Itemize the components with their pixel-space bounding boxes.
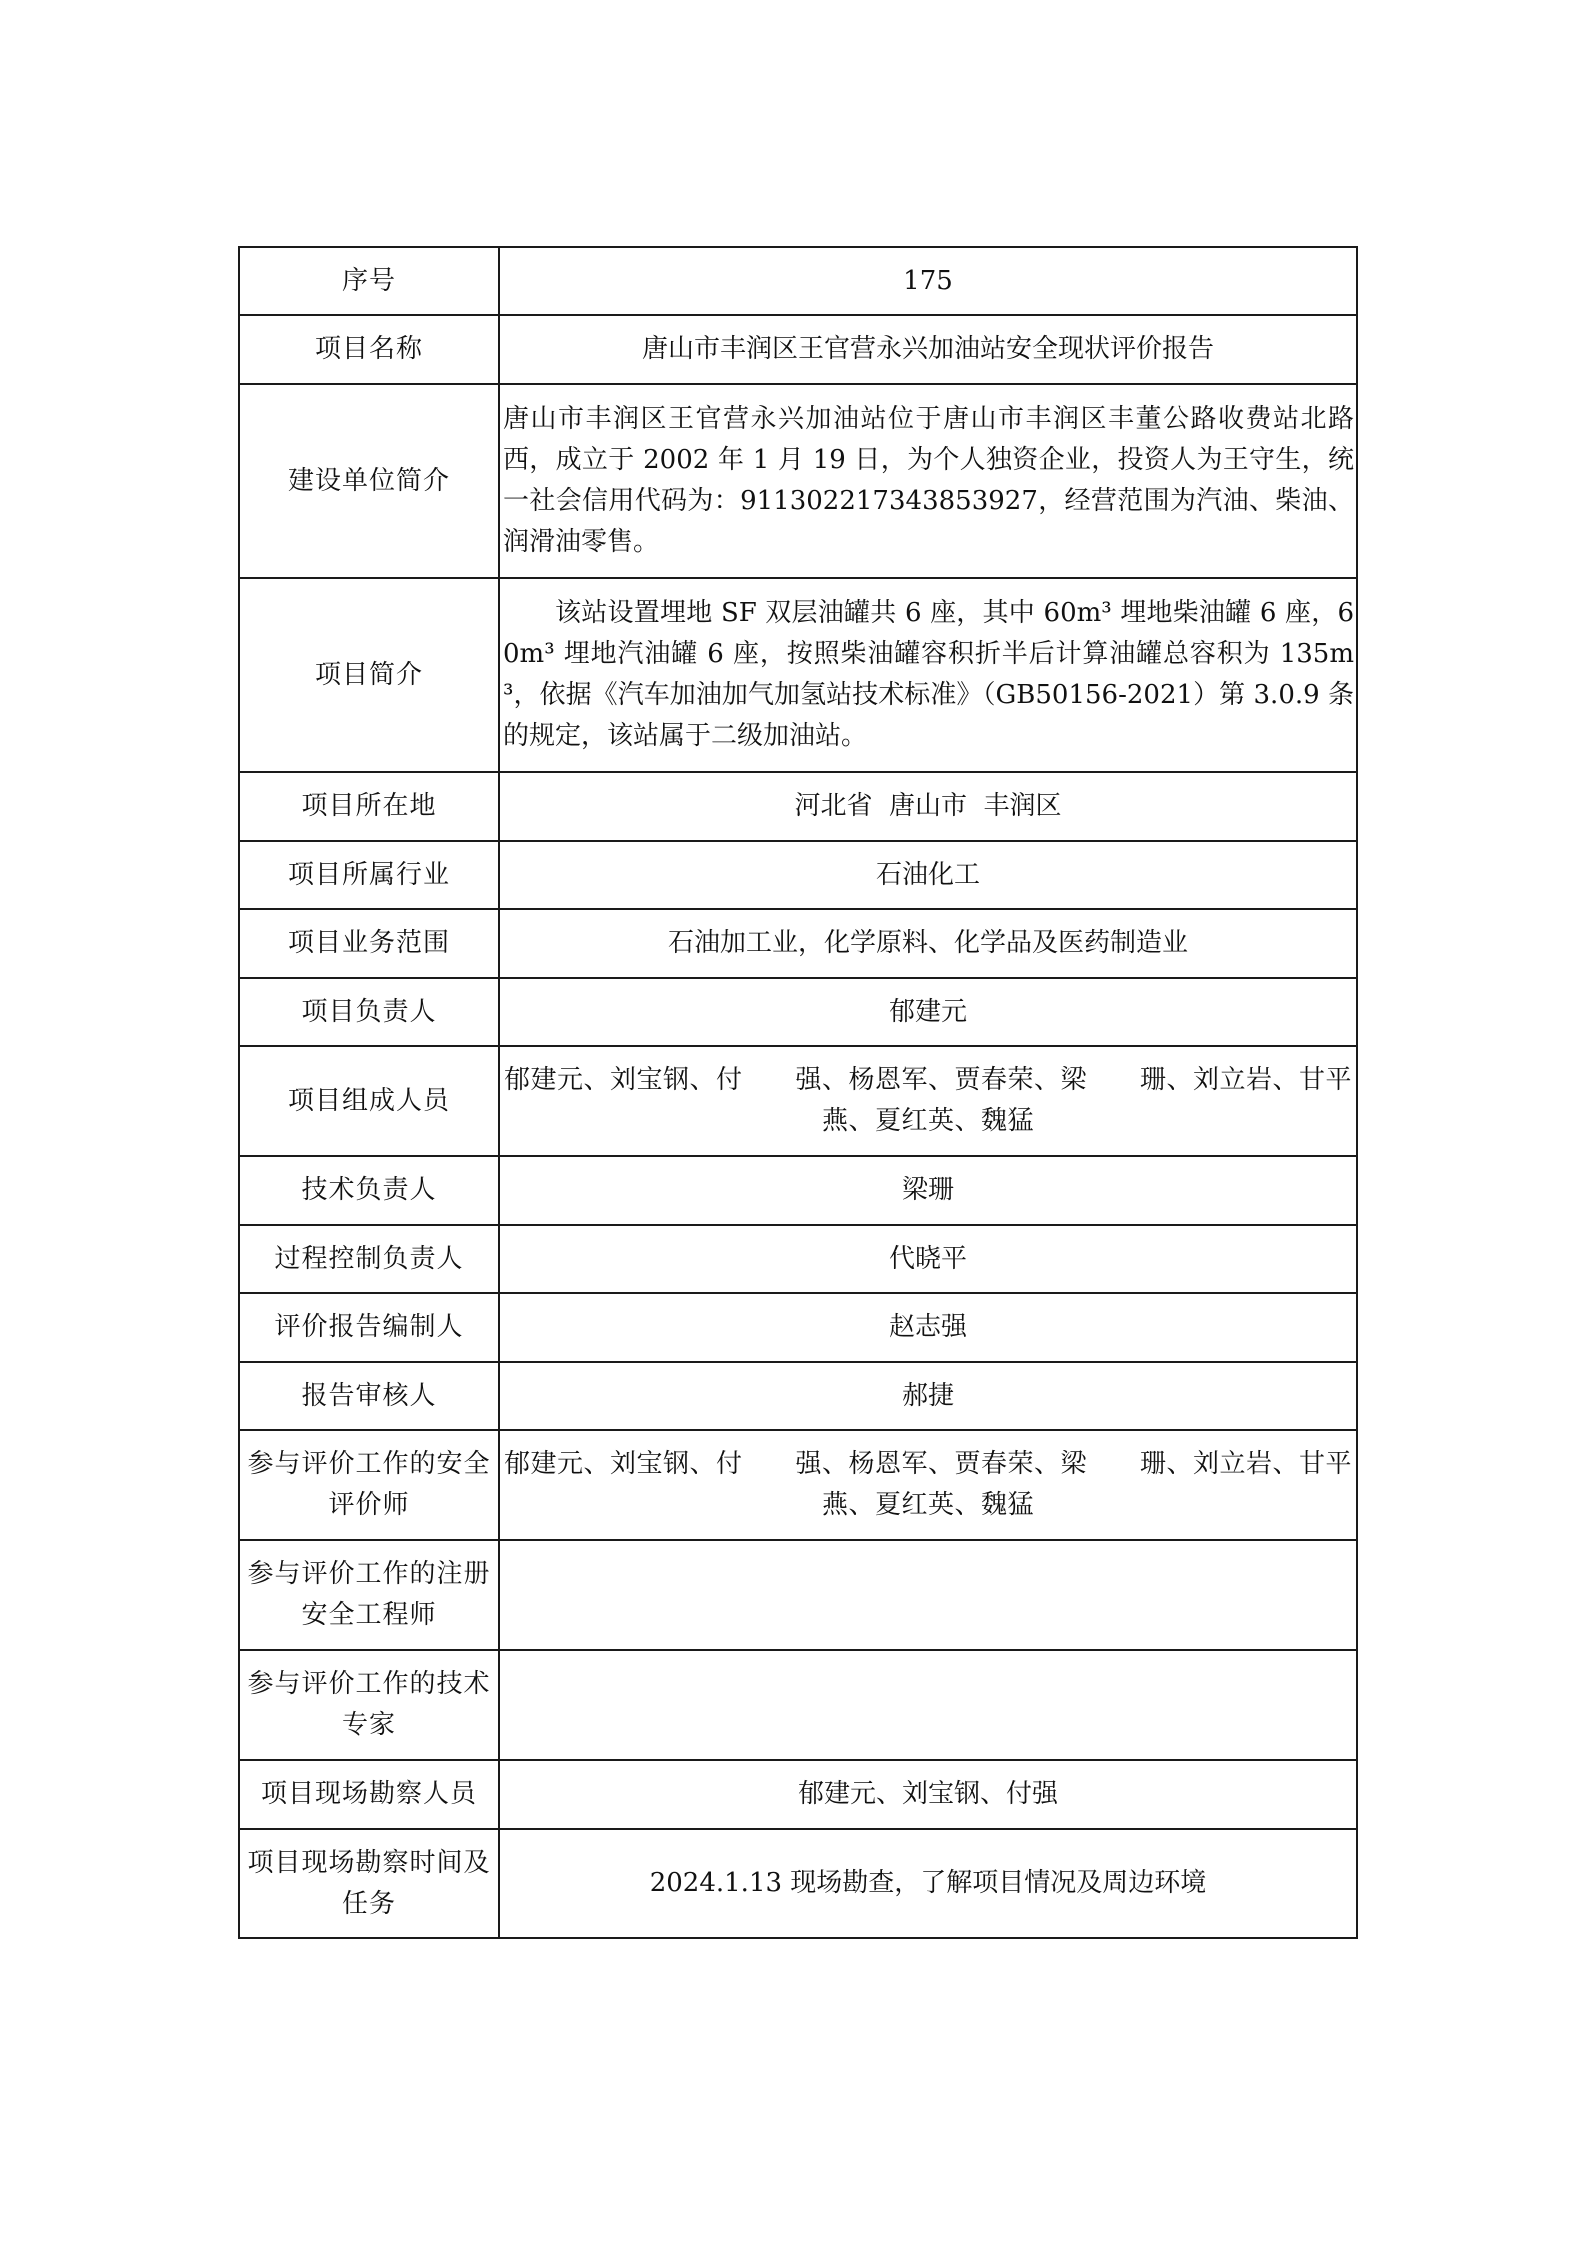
row-label-team-members: 项目组成人员 (239, 1046, 499, 1156)
location-text: 河北省 唐山市 丰润区 (794, 791, 1062, 821)
row-value-tech-experts (499, 1650, 1357, 1760)
table-row (239, 578, 1357, 772)
table-row (239, 978, 1357, 1046)
table-row (239, 1430, 1357, 1540)
row-value-company-intro: 唐山市丰润区王官营永兴加油站位于唐山市丰润区丰董公路收费站北路西，成立于 2002 年 1 月 19 日，为个人独资企业，投资人为王守生，统一社会信用代码为：911302217343853927，经营范围为汽油、柴油、润滑油零售。 (499, 384, 1357, 578)
row-value-safety-assessors (499, 1430, 1357, 1540)
table-row (239, 772, 1357, 841)
row-label-serial: 序号 (239, 247, 499, 315)
row-value-project-intro: 该站设置埋地 SF 双层油罐共 6 座，其中 60m³ 埋地柴油罐 6 座，60m³ 埋地汽油罐 6 座，按照柴油罐容积折半后计算油罐总容积为 135m³，依据《汽车加油加气加氢站技术标准》（GB50156-2021）第 3.0.9 条的规定，该站属于二级加油站。 (499, 578, 1357, 772)
row-value-site-survey-time-task: 2024.1.13 现场勘查，了解项目情况及周边环境 (499, 1829, 1357, 1938)
row-value-business-scope: 石油加工业，化学原料、化学品及医药制造业 (499, 909, 1357, 978)
table-row (239, 909, 1357, 978)
row-label-company-intro: 建设单位简介 (239, 384, 499, 578)
project-info-table (238, 246, 1358, 1939)
row-value-report-author: 赵志强 (499, 1293, 1357, 1362)
row-label-project-intro: 项目简介 (239, 578, 499, 772)
row-value-project-lead: 郁建元 (499, 978, 1357, 1046)
project-info-sheet (238, 246, 1358, 1939)
table-row (239, 1650, 1357, 1760)
table-row (239, 1540, 1357, 1650)
table-row (239, 1293, 1357, 1362)
table-row (239, 841, 1357, 909)
row-label-site-survey-staff: 项目现场勘察人员 (239, 1760, 499, 1829)
table-row (239, 247, 1357, 315)
row-value-industry: 石油化工 (499, 841, 1357, 909)
row-label-tech-experts: 参与评价工作的技术专家 (239, 1650, 499, 1760)
row-value-tech-lead: 梁珊 (499, 1156, 1357, 1225)
safety-assessors-text: 郁建元、刘宝钢、付 强、杨恩军、贾春荣、梁 珊、刘立岩、甘平燕、夏红英、魏猛 (504, 1449, 1353, 1520)
row-label-process-control-lead: 过程控制负责人 (239, 1225, 499, 1293)
row-label-tech-lead: 技术负责人 (239, 1156, 499, 1225)
row-label-project-lead: 项目负责人 (239, 978, 499, 1046)
row-value-registered-engineers (499, 1540, 1357, 1650)
row-label-site-survey-time-task: 项目现场勘察时间及任务 (239, 1829, 499, 1938)
row-value-team-members (499, 1046, 1357, 1156)
table-row (239, 315, 1357, 384)
row-label-report-reviewer: 报告审核人 (239, 1362, 499, 1430)
table-row (239, 1156, 1357, 1225)
table-row (239, 1362, 1357, 1430)
row-label-location: 项目所在地 (239, 772, 499, 841)
row-value-project-name: 唐山市丰润区王官营永兴加油站安全现状评价报告 (499, 315, 1357, 384)
table-row (239, 384, 1357, 578)
row-label-registered-engineers: 参与评价工作的注册安全工程师 (239, 1540, 499, 1650)
row-label-business-scope: 项目业务范围 (239, 909, 499, 978)
table-row (239, 1829, 1357, 1938)
table-row (239, 1225, 1357, 1293)
row-label-safety-assessors: 参与评价工作的安全评价师 (239, 1430, 499, 1540)
row-value-location (499, 772, 1357, 841)
table-row (239, 1760, 1357, 1829)
team-members-text: 郁建元、刘宝钢、付 强、杨恩军、贾春荣、梁 珊、刘立岩、甘平燕、夏红英、魏猛 (504, 1065, 1353, 1136)
table-row (239, 1046, 1357, 1156)
row-value-serial: 175 (499, 247, 1357, 315)
row-value-report-reviewer: 郝捷 (499, 1362, 1357, 1430)
row-value-site-survey-staff: 郁建元、刘宝钢、付强 (499, 1760, 1357, 1829)
row-label-project-name: 项目名称 (239, 315, 499, 384)
row-label-industry: 项目所属行业 (239, 841, 499, 909)
row-label-report-author: 评价报告编制人 (239, 1293, 499, 1362)
row-value-process-control-lead: 代晓平 (499, 1225, 1357, 1293)
